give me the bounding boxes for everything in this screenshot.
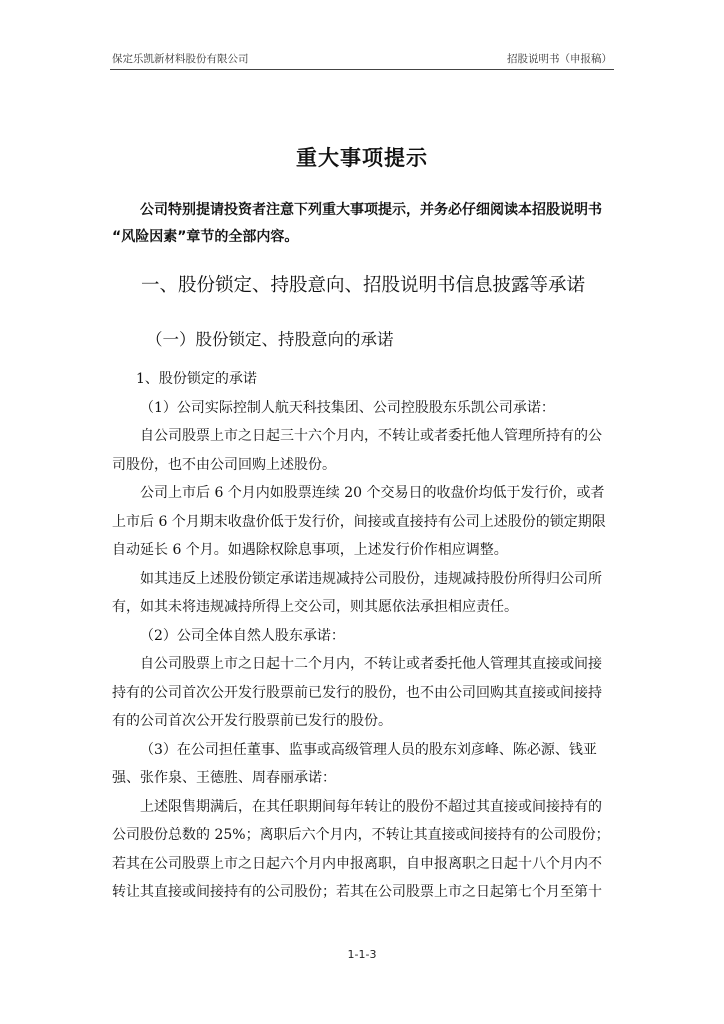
body-line: （1）公司实际控制人航天科技集团、公司控股股东乐凯公司承诺： (140, 399, 555, 416)
intro-paragraph (112, 197, 617, 251)
header-document-type: 招股说明书（申报稿） (507, 53, 612, 65)
body-line: 若其在公司股票上市之日起六个月内申报离职，自申报离职之日起十八个月内不 (112, 855, 602, 872)
body-line: （3）在公司担任董事、监事或高级管理人员的股东刘彦峰、陈必源、钱亚 (140, 741, 597, 758)
body-line: 自公司股票上市之日起十二个月内，不转让或者委托他人管理其直接或间接 (140, 656, 602, 672)
subsection-heading: （一）股份锁定、持股意向的承诺 (146, 330, 394, 349)
page-number: 1-1-3 (347, 948, 377, 961)
section-heading: 一、股份锁定、持股意向、招股说明书信息披露等承诺 (141, 275, 586, 296)
header-divider (110, 69, 614, 70)
item-title: 1、股份锁定的承诺 (136, 371, 257, 387)
page-header (112, 51, 612, 67)
intro-line: “风险因素”章节的全部内容。 (112, 229, 299, 245)
body-line: 司股份，也不由公司回购上述股份。 (112, 456, 336, 473)
body-line: 持有的公司首次公开发行股票前已发行的股份，也不由公司回购其直接或间接持 (112, 684, 602, 701)
body-line: 上市后 6 个月期末收盘价低于发行价，间接或直接持有公司上述股份的锁定期限 (112, 513, 606, 530)
body-line: 自公司股票上市之日起三十六个月内，不转让或者委托他人管理所持有的公 (140, 428, 602, 444)
body-line: 自动延长 6 个月。如遇除权除息事项，上述发行价作相应调整。 (112, 542, 508, 558)
body-line: 转让其直接或间接持有的公司股份；若其在公司股票上市之日起第七个月至第十 (112, 884, 602, 900)
body-line: （2）公司全体自然人股东承诺： (140, 627, 345, 644)
body-line: 强、张作泉、王德胜、周春丽承诺： (112, 770, 336, 786)
page-title: 重大事项提示 (296, 146, 428, 170)
body-content (112, 365, 618, 907)
body-line: 公司上市后 6 个月内如股票连续 20 个交易日的收盘价均低于发行价，或者 (140, 485, 605, 501)
body-line: 上述限售期满后，在其任职期间每年转让的股份不超过其直接或间接持有的 (140, 798, 602, 815)
body-line: 如其违反上述股份锁定承诺违规减持公司股份，违规减持股份所得归公司所 (140, 570, 602, 587)
header-company-name: 保定乐凯新材料股份有限公司 (112, 53, 249, 65)
body-line: 有的公司首次公开发行股票前已发行的股份。 (112, 713, 392, 729)
body-line: 有，如其未将违规减持所得上交公司，则其愿依法承担相应责任。 (112, 599, 518, 615)
intro-line: 公司特别提请投资者注意下列重大事项提示，并务必仔细阅读本招股说明书 (140, 202, 602, 218)
body-line: 公司股份总数的 25%；离职后六个月内，不转让其直接或间接持有的公司股份； (112, 827, 610, 843)
